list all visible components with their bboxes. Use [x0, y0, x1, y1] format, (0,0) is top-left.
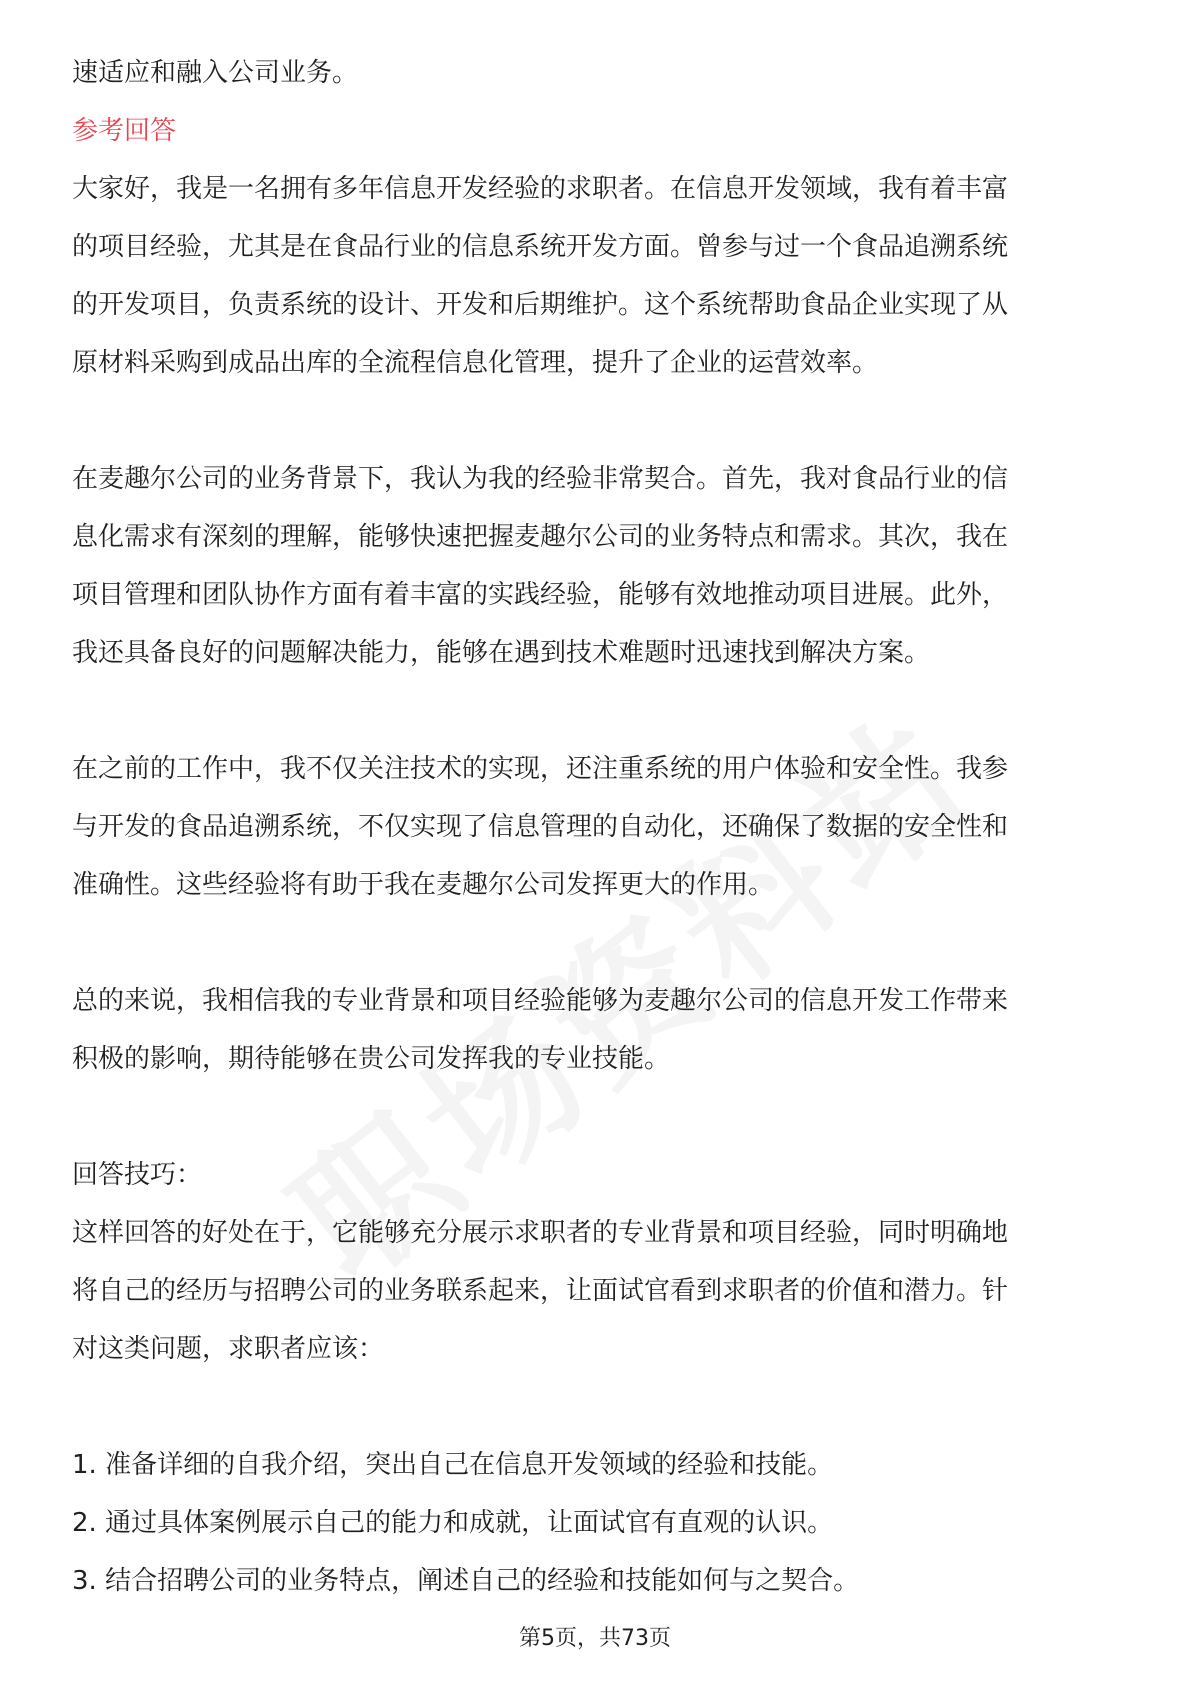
paragraph-gap	[72, 682, 1120, 740]
paragraph-gap	[72, 914, 1120, 972]
text-line: 将自己的经历与招聘公司的业务联系起来，让面试官看到求职者的价值和潜力。针	[72, 1276, 1009, 1306]
text-line: 的项目经验，尤其是在食品行业的信息系统开发方面。曾参与过一个食品追溯系统	[72, 232, 1009, 262]
text-line: 在麦趣尔公司的业务背景下，我认为我的经验非常契合。首先，我对食品行业的信	[72, 464, 1009, 494]
text-line: 我还具备良好的问题解决能力，能够在遇到技术难题时迅速找到解决方案。	[72, 638, 931, 668]
text-line: 这样回答的好处在于，它能够充分展示求职者的专业背景和项目经验，同时明确地	[72, 1218, 1009, 1248]
page-footer: 第5页，共73页	[519, 1626, 671, 1651]
text-line: 对这类问题，求职者应该：	[72, 1334, 385, 1364]
text-line: 原材料采购到成品出库的全流程信息化管理，提升了企业的运营效率。	[72, 348, 879, 378]
text-line: 速适应和融入公司业务。	[72, 58, 359, 88]
text-line: 项目管理和团队协作方面有着丰富的实践经验，能够有效地推动项目进展。此外，	[72, 580, 1009, 610]
list-item: 1. 准备详细的自我介绍，突出自己在信息开发领域的经验和技能。	[72, 1450, 834, 1480]
text-line: 与开发的食品追溯系统，不仅实现了信息管理的自动化，还确保了数据的安全性和	[72, 812, 1009, 842]
text-line: 息化需求有深刻的理解，能够快速把握麦趣尔公司的业务特点和需求。其次，我在	[72, 522, 1009, 552]
page-content	[72, 44, 1120, 1610]
list-item: 2. 通过具体案例展示自己的能力和成就，让面试官有直观的认识。	[72, 1508, 834, 1538]
text-line: 积极的影响，期待能够在贵公司发挥我的专业技能。	[72, 1044, 671, 1074]
paragraph-gap	[72, 1378, 1120, 1436]
paragraph-gap	[72, 392, 1120, 450]
tips-title: 回答技巧：	[72, 1160, 203, 1190]
text-line: 大家好，我是一名拥有多年信息开发经验的求职者。在信息开发领域，我有着丰富	[72, 174, 1009, 204]
text-line: 总的来说，我相信我的专业背景和项目经验能够为麦趣尔公司的信息开发工作带来	[72, 986, 1009, 1016]
text-line: 的开发项目，负责系统的设计、开发和后期维护。这个系统帮助食品企业实现了从	[72, 290, 1009, 320]
text-line: 准确性。这些经验将有助于我在麦趣尔公司发挥更大的作用。	[72, 870, 775, 900]
section-heading-reference-answer: 参考回答	[72, 116, 177, 146]
paragraph-gap	[72, 1088, 1120, 1146]
list-item: 3. 结合招聘公司的业务特点，阐述自己的经验和技能如何与之契合。	[72, 1566, 860, 1596]
text-line: 在之前的工作中，我不仅关注技术的实现，还注重系统的用户体验和安全性。我参	[72, 754, 1009, 784]
